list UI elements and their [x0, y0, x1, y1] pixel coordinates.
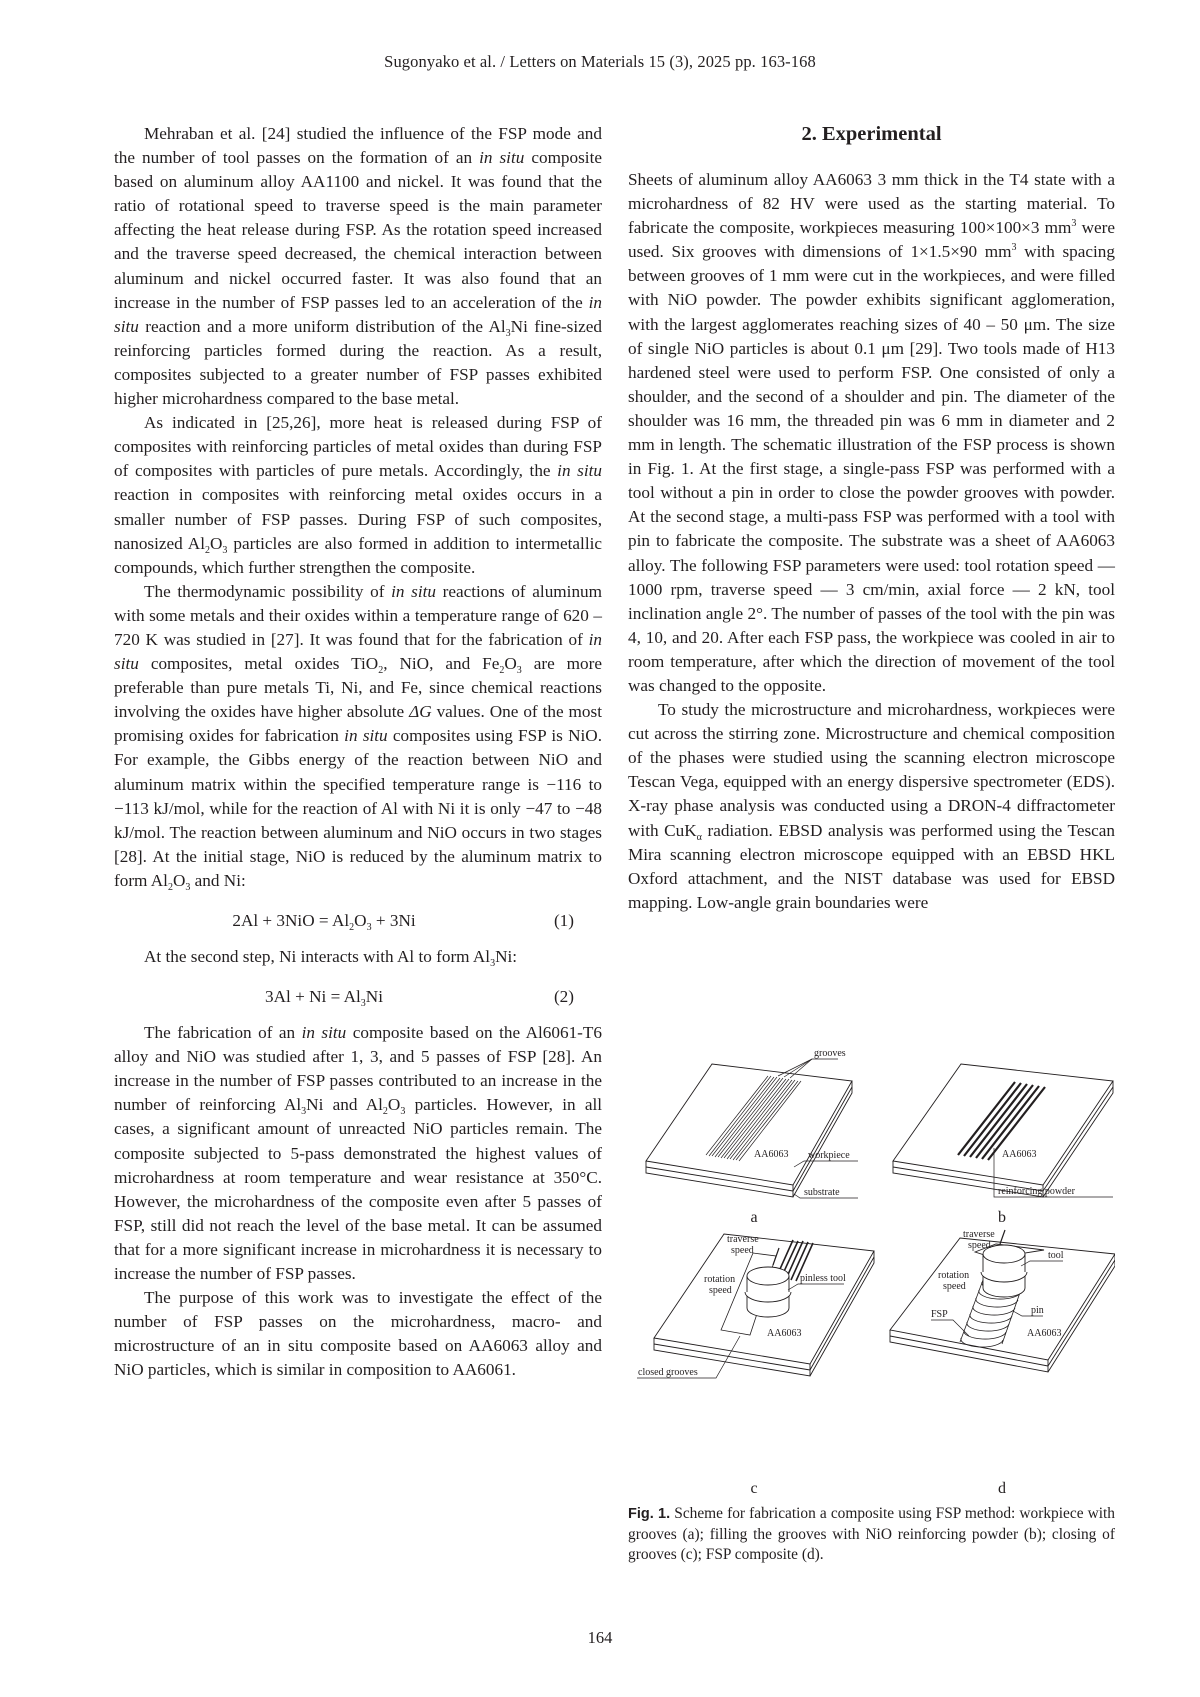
panel-label-a: a: [750, 1209, 758, 1226]
label-traverse-speed-c: speed: [731, 1245, 754, 1256]
figure-1: [628, 1040, 1115, 1500]
label-aa6063-a: AA6063: [754, 1149, 789, 1160]
label-substrate: substrate: [804, 1187, 840, 1198]
panel-label-b: b: [998, 1209, 1006, 1226]
panel-label-c: c: [750, 1480, 758, 1497]
label-aa6063-b: AA6063: [1002, 1149, 1037, 1160]
label-fsp: FSP: [931, 1309, 948, 1320]
figure-caption-text: Scheme for fabrication a composite using FSP method: workpiece with grooves (a); filling the grooves with NiO reinforcing powder (b); closing of grooves (c); FSP composite (d).: [628, 1505, 1115, 1563]
paragraph-methods: To study the microstructure and microhardness, workpieces were cut across the stirring zone. Microstructure and chemical composition of the phases were studied using the scanning electron microscope Tescan Vega, equipped with an energy dispersive spectrometer (EDS). X-ray phase analysis was conducted using a DRON-4 diffractometer with CuK$_\alpha$ radiation. EBSD analysis was performed using the Tescan Mira scanning electron microscope equipped with an EBSD HKL Oxford attachment, and the NIST database was used for EBSD mapping. Low-angle grain boundaries were: [628, 700, 1115, 912]
section-title: 2. Experimental: [801, 123, 942, 145]
paragraph-al6061: The fabrication of an in situ composite based on the Al6061-T6 alloy and NiO was studied after 1, 3, and 5 passes of FSP [28]. An increase in the number of FSP passes contributed to an increase in the number of reinforcing $Al_3Ni$ and $Al_2O_3$ particles. However, in all cases, a significant amount of unreacted NiO particles remain. The composite subjected to 5-pass demonstrated the highest values of microhardness at room temperature and wear resistance at 350°C. However, the microhardness of the composite even after 5 passes of FSP, still did not reach the level of the base metal. It can be assumed that for a more significant increase in microhardness it is necessary to increase the number of FSP passes.: [114, 1023, 603, 1284]
left-column: [114, 122, 602, 1383]
label-traverse-d: traverse: [963, 1229, 995, 1240]
figure-caption: [628, 1504, 1115, 1566]
equation-1-number: (1): [553, 910, 574, 930]
paragraph-materials: Sheets of aluminum alloy AA6063 3 mm thick in the T4 state with a microhardness of 82 HV were used as the starting material. To fabricate the composite, workpieces measuring 100×100×3 $mm^3$ were used. Six grooves with dimensions of 1×1.5×90 $mm^3$ with spacing between grooves of 1 mm were cut in the workpieces, and were filled with NiO powder. The powder exhibits significant agglomeration, with the largest agglomerates reaching sizes of 40 – 50 μm. The size of single NiO particles is about 0.1 μm [29]. Two tools made of H13 hardened steel were used to perform FSP. One consisted of only a shoulder, and the second of a shoulder and pin. The diameter of the shoulder was 16 mm, the threaded pin was 6 mm in diameter and 2 mm in length. The schematic illustration of the FSP process is shown in Fig. 1. At the first stage, a single-pass FSP was performed with a tool without a pin in order to close the powder grooves with powder. At the second stage, a multi-pass FSP was performed with a tool with pin to fabricate the composite. The substrate was a sheet of AA6063 alloy. The following FSP parameters were used: tool rotation speed — 1000 rpm, traverse speed — 3 cm/min, axial force — 2 kN, tool inclination angle 2°. The number of passes of the tool with the pin was 4, 10, and 20. After each FSP pass, the workpiece was cooled in air to room temperature, after which the direction of movement of the tool was changed to the opposite.: [628, 170, 1115, 695]
label-workpiece: workpiece: [808, 1150, 850, 1161]
label-aa6063-d: AA6063: [1027, 1328, 1062, 1339]
paragraph-metal-oxides: As indicated in [25,26], more heat is released during FSP of composites with reinforcing particles of metal oxides than during FSP of composites with particles of pure metals. Accordingly, the in situ reaction in composites with reinforcing metal oxides occurs in a smaller number of FSP passes. During FSP of such composites, nanosized $Al_2O_3$ particles are also formed in addition to intermetallic compounds, which further strengthen the composite.: [114, 413, 602, 577]
paragraph-thermodynamics: The thermodynamic possibility of in situ reactions of aluminum with some metals and their oxides within a temperature range of 620 – 720 K was studied in [27]. It was found that for the fabrication of in situ composites, metal oxides TiO$_2$, NiO, and $Fe_2O_3$ are more preferable than pure metals Ti, Ni, and Fe, since chemical reactions involving the oxides have higher absolute ΔG values. One of the most promising oxides for fabrication in situ composites using FSP is NiO. For example, the Gibbs energy of the reaction between NiO and aluminum matrix within the specified temperature range is −116 to −113 kJ/mol, while for the reaction of Al with Ni it is only −47 to −48 kJ/mol. The reaction between aluminum and NiO occurs in two stages [28]. At the initial stage, NiO is reduced by the aluminum matrix to form $Al_2O_3$ and Ni:: [114, 581, 603, 893]
label-rotation-speed-d: speed: [943, 1281, 966, 1292]
paragraph-second-step: At the second step, Ni interacts with Al to form $Al_3Ni$:: [144, 947, 518, 969]
panel-c-pinless-tool: [745, 1267, 791, 1317]
label-grooves: grooves: [814, 1048, 846, 1059]
equation-2: [114, 975, 602, 1019]
paragraph-mehraban: Mehraban et al. [24] studied the influence of the FSP mode and the number of tool passes on the formation of an in situ composite based on aluminum alloy AA1100 and nickel. It was found that the ratio of rotational speed to traverse speed is the main parameter affecting the heat release during FSP. As the rotation speed increased and the traverse speed decreased, the chemical interaction between aluminum and nickel occurred faster. It was also found that an increase in the number of FSP passes led to an acceleration of the in situ reaction and a more uniform distribution of the $Al_3Ni$ fine-sized reinforcing particles formed during the reaction. As a result, composites subjected to a greater number of FSP passes exhibited higher microhardness compared to the base metal.: [114, 124, 602, 409]
panel-d-tool: [981, 1245, 1027, 1297]
label-aa6063-c: AA6063: [767, 1328, 802, 1339]
label-tool: tool: [1048, 1250, 1064, 1261]
paragraph-purpose: The purpose of this work was to investigate the effect of the number of FSP passes on the microhardness, macro- and microstructure of an in situ composite based on AA6063 alloy and NiO particles, which is similar in composition to AA6061.: [114, 1288, 602, 1380]
label-rotation-d: rotation: [938, 1270, 970, 1281]
label-closed-grooves: closed grooves: [638, 1367, 698, 1378]
label-pinless-tool: pinless tool: [800, 1273, 846, 1284]
equation-1-formula: $2Al + 3NiO = Al_2O_3 + 3Ni$: [232, 910, 416, 933]
equation-1: [114, 899, 602, 943]
label-reinforcing-powder: reinforcing powder: [998, 1186, 1075, 1197]
equation-2-formula: $3Al + Ni = Al_3Ni$: [265, 987, 383, 1010]
panel-label-d: d: [998, 1480, 1006, 1497]
label-traverse-speed-d: speed: [968, 1240, 991, 1251]
label-rotation-c: rotation: [704, 1274, 736, 1285]
figure-1-schematic: [628, 1040, 1115, 1500]
label-traverse-c: traverse: [727, 1234, 759, 1245]
label-rotation-speed-c: speed: [709, 1285, 732, 1296]
running-head: Sugonyako et al. / Letters on Materials 15 (3), 2025 pp. 163-168: [384, 52, 816, 71]
page-number: 164: [587, 1628, 613, 1647]
label-pin: pin: [1031, 1305, 1044, 1316]
figure-number: Fig. 1.: [628, 1506, 671, 1522]
panel-a-grooves: [706, 1059, 858, 1198]
right-column: [628, 122, 1115, 915]
equation-2-number: (2): [553, 987, 574, 1007]
